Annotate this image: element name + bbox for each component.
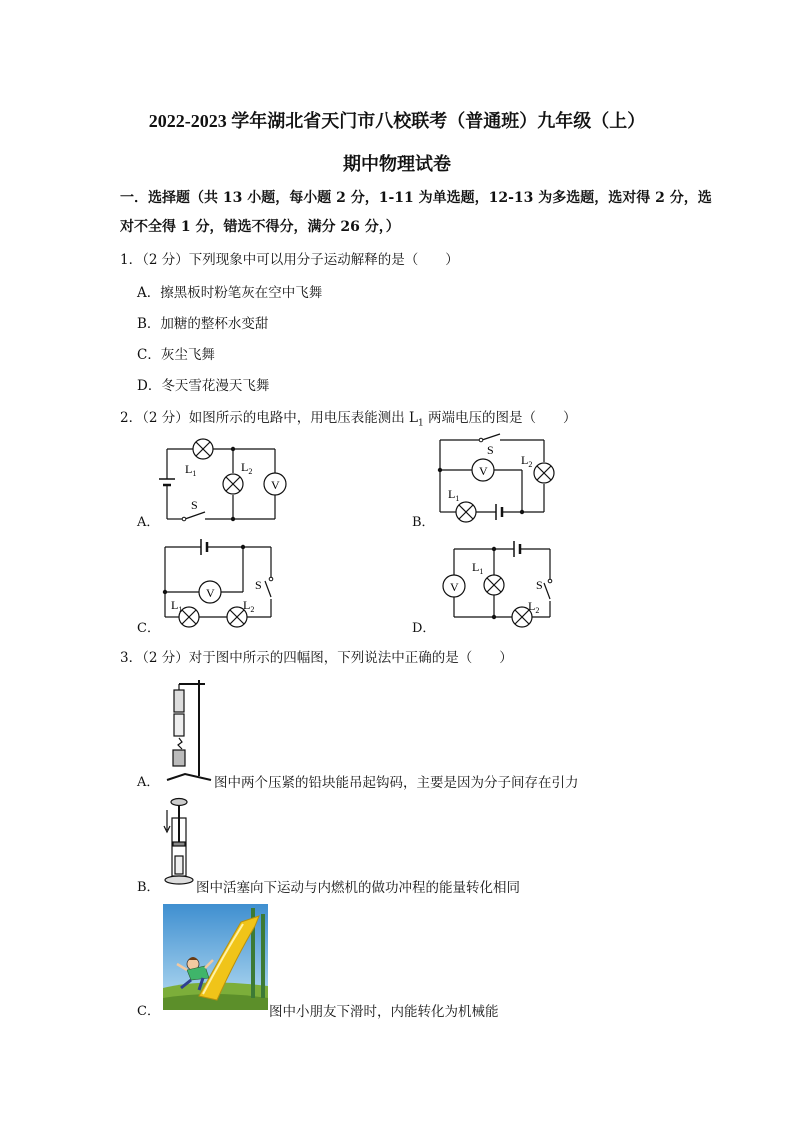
svg-text:L2: $L_2$: [528, 599, 540, 615]
question-1-option-c: C．灰尘飞舞: [137, 347, 215, 363]
child-on-slide-illustration: [163, 904, 268, 1010]
svg-text:L1: $L_1$: [448, 487, 460, 503]
section-header-line2: 对不全得 1 分，错选不得分，满分 26 分，）: [120, 219, 400, 235]
circuit-diagram-d: [432, 537, 567, 632]
question-1-option-b: B．加糖的整杯水变甜: [137, 316, 269, 332]
page-title: 2022-2023 学年湖北省天门市八校联考（普通班）九年级（上）: [148, 111, 646, 131]
svg-text:S: S: [255, 578, 262, 592]
question-3-option-b-text: 图中活塞向下运动与内燃机的做功冲程的能量转化相同: [196, 880, 520, 896]
question-3-label-c: C．: [137, 1004, 160, 1019]
svg-text:V: V: [479, 464, 488, 478]
svg-text:S: S: [536, 578, 543, 592]
section-header-line1: 一．选择题（共 13 小题，每小题 2 分，1-11 为单选题，12-13 为多选题，选对得 2 分，选: [120, 190, 712, 206]
svg-text:L1: $L_1$: [171, 598, 183, 614]
question-1-option-a: A．擦黑板时粉笔灰在空中飞舞: [137, 285, 323, 301]
question-3-label-b: B．: [137, 880, 160, 895]
question-2-label-c: C．: [137, 621, 160, 636]
question-3-option-a-text: 图中两个压紧的铅块能吊起钩码，主要是因为分子间存在引力: [214, 775, 579, 791]
question-1-option-d: D．冬天雪花漫天飞舞: [137, 378, 270, 394]
circuit-diagram-c: [155, 537, 280, 632]
question-3-label-a: A．: [137, 775, 160, 790]
svg-text:V: V: [206, 586, 215, 600]
svg-text:L2: $L_2$: [243, 598, 255, 614]
question-2-label-d: D．: [412, 621, 436, 636]
lead-blocks-stand-illustration: [163, 676, 213, 786]
svg-text:L1: $L_1$: [472, 560, 484, 576]
question-1-stem: 1．（2 分）下列现象中可以用分子运动解释的是（ ）: [120, 252, 459, 268]
svg-text:L1: $L_1$: [185, 462, 197, 478]
svg-text:S: S: [191, 498, 198, 512]
circuit-diagram-b: [432, 432, 567, 532]
svg-text:V: V: [271, 478, 280, 492]
question-2-label-a: A．: [137, 515, 160, 530]
page-subtitle: 期中物理试卷: [343, 154, 451, 174]
air-compression-cylinder-illustration: [162, 796, 196, 888]
svg-text:L2: $L_2$: [241, 460, 253, 476]
svg-text:V: V: [450, 580, 459, 594]
question-3-stem: 3．（2 分）对于图中所示的四幅图，下列说法中正确的是（ ）: [120, 650, 513, 666]
question-2-label-b: B．: [412, 515, 435, 530]
svg-text:L2: $L_2$: [521, 453, 533, 469]
question-3-option-c-text: 图中小朋友下滑时，内能转化为机械能: [269, 1004, 499, 1020]
svg-text:S: S: [487, 443, 494, 457]
circuit-diagram-a: [155, 435, 305, 530]
question-2-stem: 2．（2 分）如图所示的电路中，用电压表能测出 $L_1$ 两端电压的图是（ ）: [120, 410, 577, 429]
